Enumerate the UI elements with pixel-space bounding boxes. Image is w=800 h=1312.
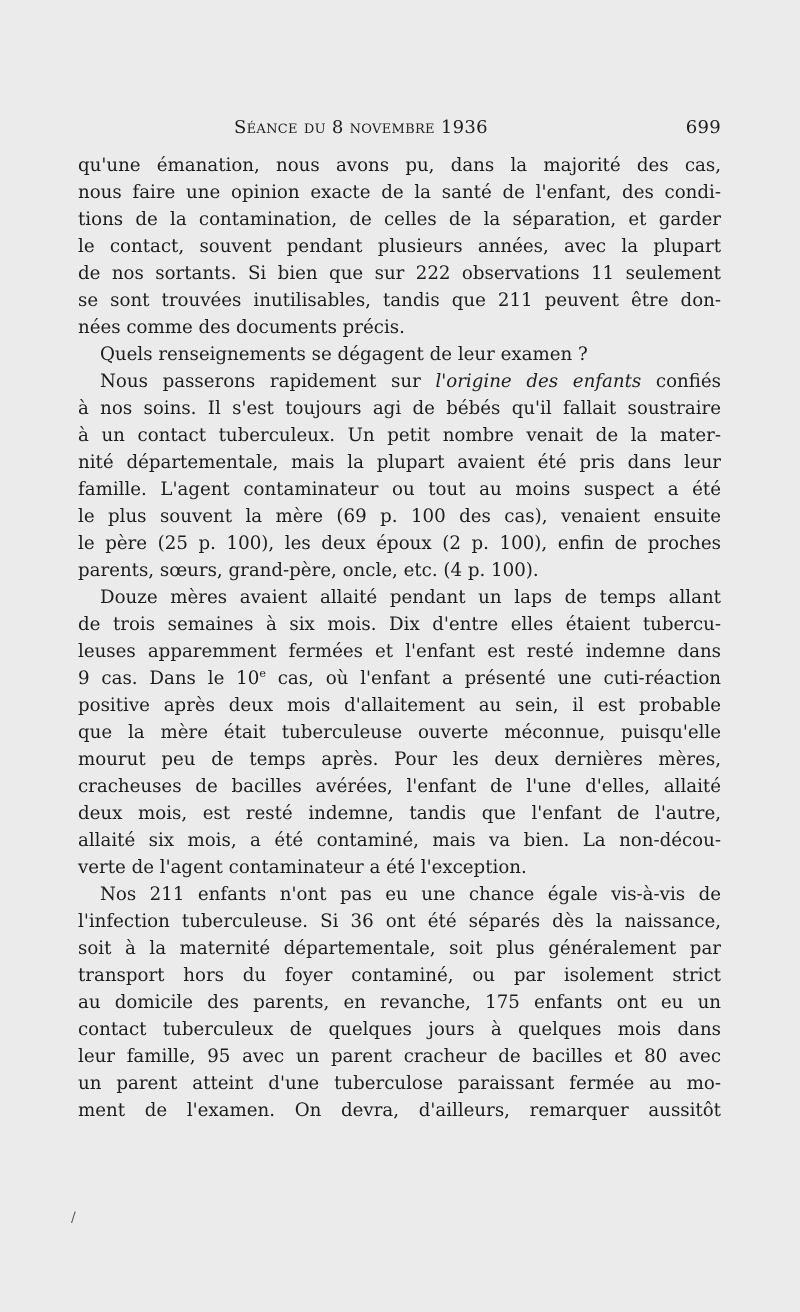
line-text: que la mère était tuberculeuse ouverte méconnue, puisqu'elle	[78, 722, 721, 743]
text-line	[78, 260, 721, 287]
text-line	[78, 719, 721, 746]
line-text: parents, sœurs, grand-père, oncle, etc. (4 p. 100).	[78, 560, 539, 581]
text-line	[78, 503, 721, 530]
text-line	[78, 1070, 721, 1097]
text-line	[78, 1097, 721, 1124]
text-line	[78, 395, 721, 422]
line-text: nées comme des documents précis.	[78, 317, 405, 338]
line-text: tions de la contamination, de celles de la séparation, et garder	[78, 209, 721, 230]
text-line	[78, 773, 721, 800]
text-line	[78, 989, 721, 1016]
text-line	[78, 908, 721, 935]
text-line	[78, 179, 721, 206]
line-text: le plus souvent la mère (69 p. 100 des cas), venaient ensuite	[78, 506, 721, 527]
text-line	[78, 530, 721, 557]
running-title: Séance du 8 novembre 1936	[234, 117, 488, 138]
text-line	[78, 287, 721, 314]
italic-text: l'origine des enfants	[435, 371, 642, 392]
text-line	[78, 1016, 721, 1043]
line-text: nité départementale, mais la plupart avaient été pris dans leur	[78, 452, 721, 473]
line-text: à nos soins. Il s'est toujours agi de bébés qu'il fallait soustraire	[78, 398, 721, 419]
text-line	[78, 368, 721, 395]
text-line	[78, 854, 721, 881]
text-line	[78, 557, 721, 584]
line-text: Nos 211 enfants n'ont pas eu une chance égale vis-à-vis de	[100, 884, 721, 905]
line-text: leuses apparemment fermées et l'enfant est resté indemne dans	[78, 641, 721, 662]
line-text: positive après deux mois d'allaitement au sein, il est probable	[78, 695, 721, 716]
text-line	[78, 341, 721, 368]
line-text: deux mois, est resté indemne, tandis que l'enfant de l'autre,	[78, 803, 721, 824]
line-text: l'infection tuberculeuse. Si 36 ont été séparés dès la naissance,	[78, 911, 721, 932]
text-line	[78, 206, 721, 233]
text-line	[78, 800, 721, 827]
text-line	[78, 314, 721, 341]
line-text: au domicile des parents, en revanche, 175 enfants ont eu un	[78, 992, 721, 1013]
line-text-continued: cas, où l'enfant a présenté une cuti-réaction	[265, 668, 721, 689]
page-number: 699	[685, 117, 721, 138]
line-text-continued: confiés	[641, 371, 721, 392]
text-line	[78, 233, 721, 260]
line-text: famille. L'agent contaminateur ou tout au moins suspect a été	[78, 479, 721, 500]
line-text: 9 cas. Dans le 10	[78, 668, 260, 689]
text-line	[78, 881, 721, 908]
text-line	[78, 1043, 721, 1070]
line-text: le père (25 p. 100), les deux époux (2 p. 100), enfin de proches	[78, 533, 721, 554]
text-line	[78, 611, 721, 638]
text-line	[78, 935, 721, 962]
text-line	[78, 665, 721, 692]
text-line	[78, 827, 721, 854]
line-text: qu'une émanation, nous avons pu, dans la majorité des cas,	[78, 155, 721, 176]
text-line	[78, 692, 721, 719]
text-line	[78, 962, 721, 989]
line-text: ment de l'examen. On devra, d'ailleurs, remarquer aussitôt	[78, 1100, 721, 1121]
line-text: se sont trouvées inutilisables, tandis que 211 peuvent être don-	[78, 290, 721, 311]
text-line	[78, 476, 721, 503]
line-text: mourut peu de temps après. Pour les deux dernières mères,	[78, 749, 721, 770]
text-line	[78, 584, 721, 611]
text-line	[78, 422, 721, 449]
line-text: à un contact tuberculeux. Un petit nombre venait de la mater-	[78, 425, 721, 446]
line-text: soit à la maternité départementale, soit plus généralement par	[78, 938, 721, 959]
line-text: leur famille, 95 avec un parent cracheur de bacilles et 80 avec	[78, 1046, 721, 1067]
line-text: Quels renseignements se dégagent de leur examen ?	[100, 344, 588, 365]
line-text: nous faire une opinion exacte de la santé de l'enfant, des condi-	[78, 182, 721, 203]
line-text: contact tuberculeux de quelques jours à quelques mois dans	[78, 1019, 721, 1040]
superscript: e	[259, 667, 266, 680]
line-text: de trois semaines à six mois. Dix d'entre elles étaient tubercu-	[78, 614, 721, 635]
body-text	[78, 152, 721, 1124]
running-header	[78, 117, 721, 143]
text-line	[78, 638, 721, 665]
text-line	[78, 152, 721, 179]
stray-mark: /	[71, 1210, 76, 1226]
line-text: transport hors du foyer contaminé, ou par isolement strict	[78, 965, 721, 986]
line-text: Douze mères avaient allaité pendant un laps de temps allant	[100, 587, 721, 608]
line-text: allaité six mois, a été contaminé, mais va bien. La non-décou-	[78, 830, 721, 851]
line-text: le contact, souvent pendant plusieurs années, avec la plupart	[78, 236, 721, 257]
line-text: un parent atteint d'une tuberculose paraissant fermée au mo-	[78, 1073, 721, 1094]
line-text: de nos sortants. Si bien que sur 222 observations 11 seulement	[78, 263, 721, 284]
text-line	[78, 746, 721, 773]
line-text: Nous passerons rapidement sur	[100, 371, 436, 392]
line-text: cracheuses de bacilles avérées, l'enfant de l'une d'elles, allaité	[78, 776, 721, 797]
line-text: verte de l'agent contaminateur a été l'exception.	[78, 857, 527, 878]
text-line	[78, 449, 721, 476]
